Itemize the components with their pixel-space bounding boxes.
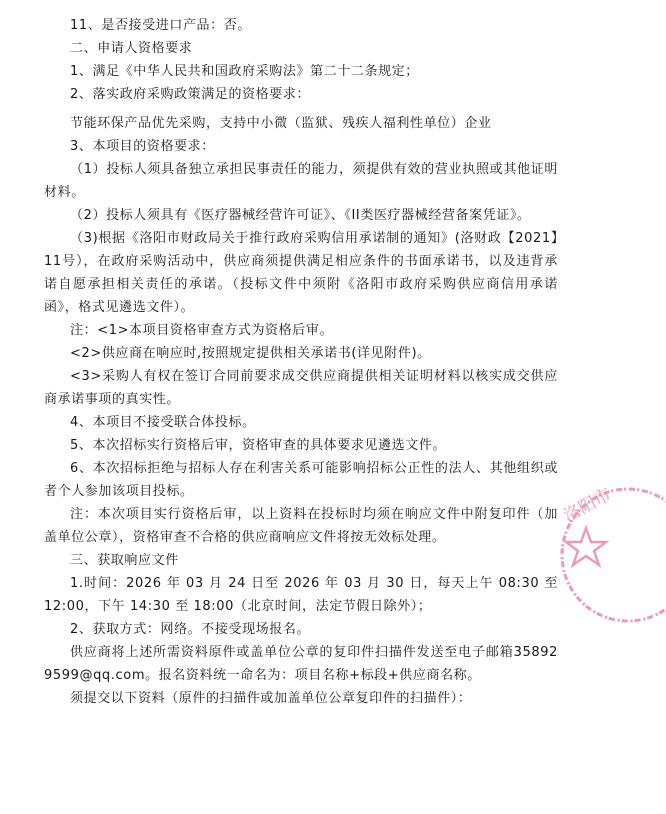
qualification-item-2: 2、落实政府采购政策满足的资格要求： [70, 87, 311, 102]
qualification-note: 注：本次项目实行资格后审，以上资料在投标时均须在响应文件中附复印件（加盖单位公章），资格审查不合格的供应商响应文件将按无效标处理。 [44, 507, 558, 545]
qualification-item-1: 1、满足《中华人民共和国政府采购法》第二十二条规定； [70, 64, 419, 79]
requirement-1: （1）投标人须具备独立承担民事责任的能力，须提供有效的营业执照或其他证明材料。 [44, 162, 558, 200]
note-2: <2>供应商在响应时,按照规定提供相关承诺书(详见附件)。 [70, 346, 431, 361]
requirement-3: （3)根据《洛阳市财政局关于推行政府采购信用承诺制的通知》(洛财政【2021】11号），在政府采购活动中，供应商须提供满足相应条件的书面承诺书，以及违背承诺自愿承担相关责任的承诺。（投标文件中须附《洛阳市政府采购供应商信用承诺函》，格式见遴选文件）。 [44, 231, 558, 315]
section-heading-obtain-documents: 三、获取响应文件 [70, 553, 179, 568]
note-1: 注：<1>本项目资格审查方式为资格后审。 [70, 323, 334, 338]
note-3: <3>采购人有权在签订合同前要求成交供应商提供相关证明材料以核实成交供应商承诺事项的真实性。 [44, 369, 558, 407]
requirement-2: （2）投标人须具有《医疗器械经营许可证》、《II类医疗器械经营备案凭证》。 [70, 208, 531, 223]
submission-instructions: 供应商将上述所需资料原件或盖单位公章的复印件扫描件发送至电子邮箱358929599@qq.com。报名资料统一命名为：项目名称+标段+供应商名称。 [44, 645, 558, 683]
required-materials: 须提交以下资料（原件的扫描件或加盖单位公章复印件的扫描件）： [70, 691, 472, 706]
qualification-item-3: 3、本项目的资格要求： [70, 139, 215, 154]
obtain-method: 2、获取方式：网络。不接受现场报名。 [70, 622, 311, 637]
seal-text: 洛阳市 [560, 484, 615, 527]
item-imported-products: 11、是否接受进口产品：否。 [70, 18, 251, 33]
qualification-item-6: 6、本次招标拒绝与招标人存在利害关系可能影响招标公正性的法人、其他组织或者个人参加该项目投标。 [44, 461, 558, 499]
policy-note: 节能环保产品优先采购，支持中小微（监狱、残疾人福利性单位）企业 [70, 116, 492, 131]
qualification-item-4: 4、本项目不接受联合体投标。 [70, 415, 256, 430]
obtain-time: 1.时间：2026 年 03 月 24 日至 2026 年 03 月 30 日，每天上午 08:30 至 12:00，下午 14:30 至 18:00（北京时间，法定节假日除外）； [44, 576, 558, 614]
section-heading-qualifications: 二、申请人资格要求 [70, 41, 193, 56]
qualification-item-5: 5、本次招标实行资格后审，资格审查的具体要求见遴选文件。 [70, 438, 447, 453]
